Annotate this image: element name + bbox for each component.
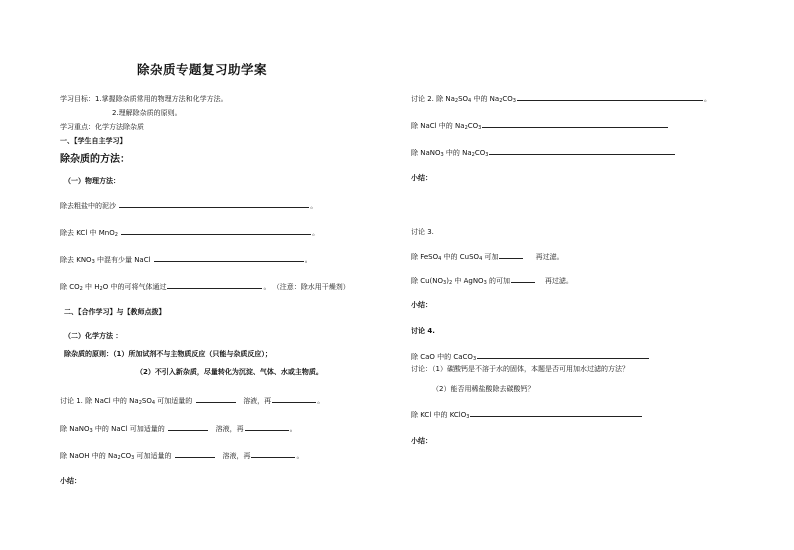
discussion-4-question-2: （2）能否用稀盐酸除去碳酸钙？ [432, 385, 535, 393]
answer-blank[interactable] [499, 252, 523, 259]
question-co2-water: 除 $CO_2$ 中 $H_2O$ 中的可将气体通过 。 （注意：除水用干燥剂） [60, 283, 350, 292]
question-kno3-nacl: 除去 $KNO_3$ 中混有少量 NaCl 。 [60, 256, 312, 265]
section-heading-self-study: 一、【学生自主学习】 [60, 137, 127, 145]
principle-2: （2）不引入新杂质，尽量转化为沉淀、气体、水或主物质。 [136, 368, 323, 376]
discussion-2-nano3: 除 NaNO$_3$ 中的 $Na_2CO_3$ [411, 148, 676, 157]
discussion-3-title: 讨论 3. [411, 228, 434, 236]
answer-blank[interactable] [477, 352, 649, 359]
question-sand-removal: 除去粗盐中的泥沙 。 [60, 202, 318, 210]
answer-blank[interactable] [251, 451, 295, 458]
answer-blank[interactable] [119, 201, 309, 208]
discussion-3-cuno3: 除 $Cu(NO_3)_2$ 中 AgNO$_3$ 的可加 再过滤。 [411, 277, 573, 286]
discussion-1-naoh: 除 NaOH 中的 $Na_2CO_3$ 可加适量的 溶液，再 。 [60, 452, 304, 461]
discussion-4-title: 讨论 4. [411, 327, 435, 335]
answer-blank[interactable] [272, 396, 316, 403]
answer-blank[interactable] [154, 255, 304, 262]
answer-blank[interactable] [517, 94, 703, 101]
discussion-1-na2so4: 讨论 1. 除 NaCl 中的 $Na_2SO_4$ 可加适量的 溶液，再 。 [60, 397, 325, 406]
answer-blank[interactable] [470, 410, 642, 417]
question-kcl-mno2: 除去 KCl 中 MnO$_2$ 。 [60, 229, 320, 238]
answer-blank[interactable] [121, 228, 311, 235]
summary-right-2: 小结： [411, 301, 432, 309]
section-heading-cooperative: 二、【合作学习】与【教师点拨】 [64, 308, 166, 316]
answer-blank[interactable] [245, 424, 289, 431]
learning-focus: 学习重点：化学方法除杂质 [60, 123, 144, 131]
principle-1: 除杂质的原则：（1）所加试剂不与主物质反应（只能与杂质反应）； [64, 350, 272, 358]
answer-blank[interactable] [196, 396, 236, 403]
learning-goals: 学习目标：1.掌握除杂质常用的物理方法和化学方法。 [60, 95, 228, 103]
methods-heading: 除杂质的方法： [60, 154, 130, 165]
discussion-4-question-1: 讨论：（1）碳酸钙是不溶于水的固体，本题是否可用加水过滤的方法？ [411, 365, 629, 373]
discussion-3-feso4: 除 FeSO$_4$ 中的 CuSO$_4$ 可加 再过滤。 [411, 253, 564, 262]
summary-right-3: 小结： [411, 437, 432, 445]
discussion-1-nano3: 除 NaNO$_3$ 中的 NaCl 可加适量的 溶液，再 。 [60, 425, 297, 434]
discussion-4-kcl: 除 KCl 中的 KClO$_3$ [411, 410, 643, 419]
discussion-2-na2so4: 讨论 2. 除 $Na_2SO_4$ 中的 $Na_2CO_3$ 。 [411, 95, 711, 104]
page-title: 除杂质专题复习助学案 [137, 62, 268, 77]
chemical-methods-heading: （二）化学方法 ： [64, 332, 123, 340]
answer-blank[interactable] [167, 282, 262, 289]
answer-blank[interactable] [168, 424, 208, 431]
discussion-2-nacl: 除 NaCl 中的 $Na_2CO_3$ [411, 121, 669, 130]
learning-goal-2: 2.理解除杂质的原则。 [112, 109, 182, 117]
answer-blank[interactable] [482, 121, 668, 128]
physical-methods-heading: （一）物理方法： [64, 177, 120, 185]
discussion-4-cao: 除 CaO 中的 CaCO$_3$ [411, 352, 650, 361]
answer-blank[interactable] [489, 148, 675, 155]
summary-right-1: 小结： [411, 174, 432, 182]
answer-blank[interactable] [175, 451, 215, 458]
summary-left: 小结： [60, 477, 81, 485]
answer-blank[interactable] [511, 276, 535, 283]
